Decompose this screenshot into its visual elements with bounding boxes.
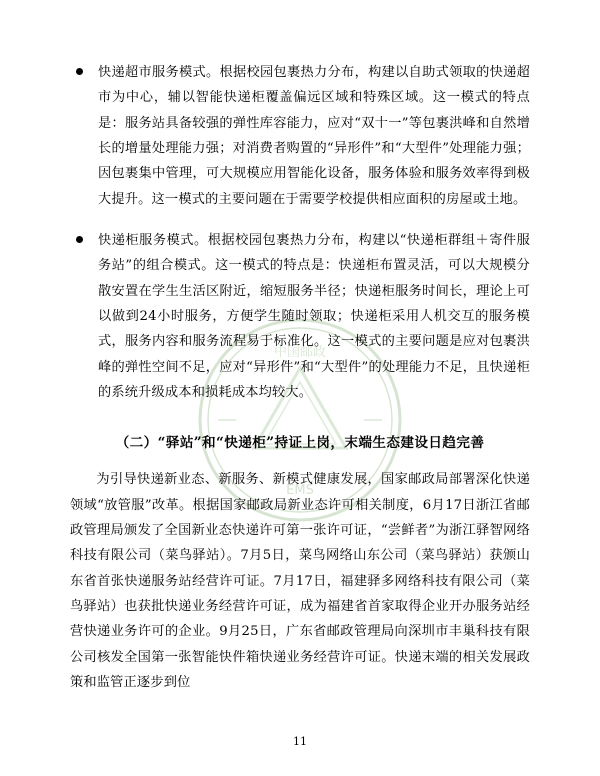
body-paragraph: 为引导快递新业态、新服务、新模式健康发展，国家邮政局部署深化快递领域“放管服”改革。根据国家邮政局新业态许可相关制度，6月17日浙江省邮政管理局颁发了全国新业态快递许可第一张许可证，“尝鲜者”为浙江驿智网络科技有限公司（菜鸟驿站）。7月5日，菜鸟网络山东公司（菜鸟驿站）获颁山东省首张快递服务站经营许可证。7月17日，福建驿多网络科技有限公司（菜鸟驿站）也获批快递业务经营许可证，成为福建省首家取得企业开办服务站经营快递业务许可的企业。9月25日，广东省邮政管理局向深圳市丰巢科技有限公司核发全国第一张智能快件箱快递业务经营许可证。快递末端的相关发展政策和监管正逐步到位 [70,472,530,691]
bullet-paragraph-2: 快递柜服务模式。根据校园包裹热力分布，构建以“快递柜群组＋寄件服务站”的组合模式。这一模式的特点是：快递柜布置灵活，可以大规模分散安置在学生生活区附近，缩短服务半径；快递柜服务时间长，理论上可以做到24小时服务，方便学生随时领取；快递柜采用人机交互的服务模式，服务内容和服务流程易于标准化。这一模式的主要问题是应对包裹洪峰的弹性空间不足，应对“异形件”和“大型件”的处理能力不足，且快递柜的系统升级成本和损耗成本均较大。 [98,233,530,401]
bullet-list [70,60,530,405]
list-item [70,60,530,212]
svg-text:EMS: EMS [286,483,314,498]
list-item [70,228,530,405]
bullet-paragraph-1: 快递超市服务模式。根据校园包裹热力分布，构建以自助式领取的快递超市为中心，辅以智能快递柜覆盖偏远区域和特殊区域。这一模式的特点是：服务站具备较强的弹性库容能力，应对“双十一”等包裹洪峰和自然增长的增量处理能力强；对消费者购置的“异形件”和“大型件”处理能力强；因包裹集中管理，可大规模应用智能化设备，服务体验和服务效率得到极大提升。这一模式的主要问题在于需要学校提供相应面积的房屋或土地。 [98,65,530,207]
page-number: 11 [293,735,307,748]
section-heading: （二）“驿站”和“快递柜”持证上岗，末端生态建设日趋完善 [115,435,485,452]
document-content [70,60,530,695]
bullet-dot-icon [76,236,83,243]
svg-text:中国邮政: 中国邮政 [273,345,327,360]
bullet-dot-icon [76,68,83,75]
